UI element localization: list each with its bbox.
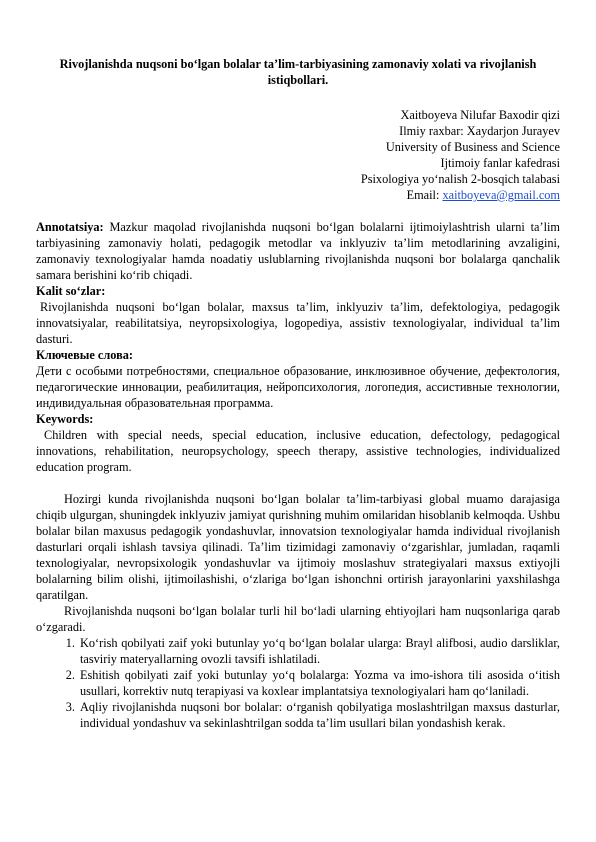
university: University of Business and Science xyxy=(385,140,560,154)
keywords-ru-text: Дети с особыми потребностями, специальное образование, инклюзивное обучение, дефектология, педагогические инновации, реабилитация, нейропсихология, логопедия, ассистивные технологии, индивидуальная образовательная программа. xyxy=(36,364,560,410)
keywords-uz-label: Kalit so‘zlar: xyxy=(36,284,106,298)
program: Psixologiya yo‘nalish 2-bosqich talabasi xyxy=(360,172,560,186)
body-paragraph-1: Hozirgi kunda rivojlanishda nuqsoni bo‘lgan bolalar ta’lim-tarbiyasi global muamo darajasiga chiqib ulgurgan, shuningdek inklyuziv jamiyat qurishning muhim omilaridan hisoblanib kelmoqda. Ushbu bolalar bilan maxusus pedagogik yondashuvlar, innovatsion texnologiyalar hamda individual rivojlanish dasturlari orqali ishlash tavsiya qilinadi. Ta’lim tizimidagi zamonaviy o‘zgarishlar, jumladan, raqamli texnologiyalar, nevropsixologik yondashuvlar va ijtimoiy moslashuv strategiyalari maxsus extiyojli bolalarning bilim olishi, ijtimoilashishi, o‘zlariga bo‘lgan ishonchni ortirish jarayonlarini yaxshilashga qaratilgan. xyxy=(36,492,560,602)
email-label: Email: xyxy=(406,188,443,202)
keywords-en-text: Children with special needs, special education, inclusive education, defectology, pedagogical innovations, rehabilitation, neuropsychology, speech therapy, assistive technologies, individualized education program. xyxy=(36,428,560,474)
author-block xyxy=(36,107,560,203)
list-item: 2. Eshitish qobilyati zaif yoki butunlay yo‘q bolalarga: Yozma va imo-ishora tili asosida o‘itish usullari, korrektiv nutq terapiyasi va koxlear implantatsiya texnologiyalari ham qo‘laniladi. xyxy=(78,667,560,699)
keywords-ru-label: Ключевые слова: xyxy=(36,348,133,362)
list-item: 3. Aqliy rivojlanishda nuqsoni bor bolalar: o‘rganish qobilyatiga moslashtrilgan maxsus dasturlar, individual yondashuv va sekinlashtrilgan sodda ta’lim usullari bilan yondashish kerak. xyxy=(78,699,560,731)
abstract-text: Mazkur maqolad rivojlanishda nuqsoni bo‘lgan bolalarni ijtimoiylashtrish ularni ta’lim tarbiyasining zamonaviy holati, pedagogik metodlar va inklyuziv ta’lim metodlarining avzaligini, zamonaviy texnologiyalar hamda noadatiy uslublarning rivojlanishda nuqsoni bor bolalarga qanchalik samara berishini ko‘rib chiqadi. xyxy=(36,220,560,282)
department: Ijtimoiy fanlar kafedrasi xyxy=(440,156,560,170)
spacer xyxy=(36,203,560,219)
abstract-label: Annotatsiya: xyxy=(36,220,104,234)
abstract xyxy=(36,219,560,283)
list-item: 1. Ko‘rish qobilyati zaif yoki butunlay yo‘q bo‘lgan bolalar ularga: Brayl alifbosi, audio darsliklar, tasviriy materyallarning ovozli tavsifi ishlatiladi. xyxy=(78,635,560,667)
author-name: Xaitboyeva Nilufar Baxodir qizi xyxy=(400,108,560,122)
keywords-en-label: Keywords: xyxy=(36,412,94,426)
supervisor: Ilmiy raxbar: Xaydarjon Jurayev xyxy=(399,124,560,138)
body-paragraph-2: Rivojlanishda nuqsoni bo‘lgan bolalar turli hil bo‘ladi ularning ehtiyojlari ham nuqsonlariga qarab o‘zgaradi. xyxy=(36,604,560,634)
article-title: Rivojlanishda nuqsoni bo‘lgan bolalar ta’lim-tarbiyasining zamonaviy xolati va rivojlanish istiqbollari. xyxy=(59,57,537,87)
email-link[interactable]: xaitboyeva@gmail.com xyxy=(442,188,560,202)
spacer xyxy=(36,475,560,491)
needs-list xyxy=(36,635,560,731)
email-line xyxy=(36,187,560,203)
keywords-uz-text: Rivojlanishda nuqsoni bo‘lgan bolalar, maxsus ta’lim, inklyuziv ta’lim, defektologiya, pedagogik innovatsiyalar, reabilitatsiya, neyropsixologiya, logopediya, assistiv texnologiyalar, individual ta’lim dasturi. xyxy=(36,300,560,346)
